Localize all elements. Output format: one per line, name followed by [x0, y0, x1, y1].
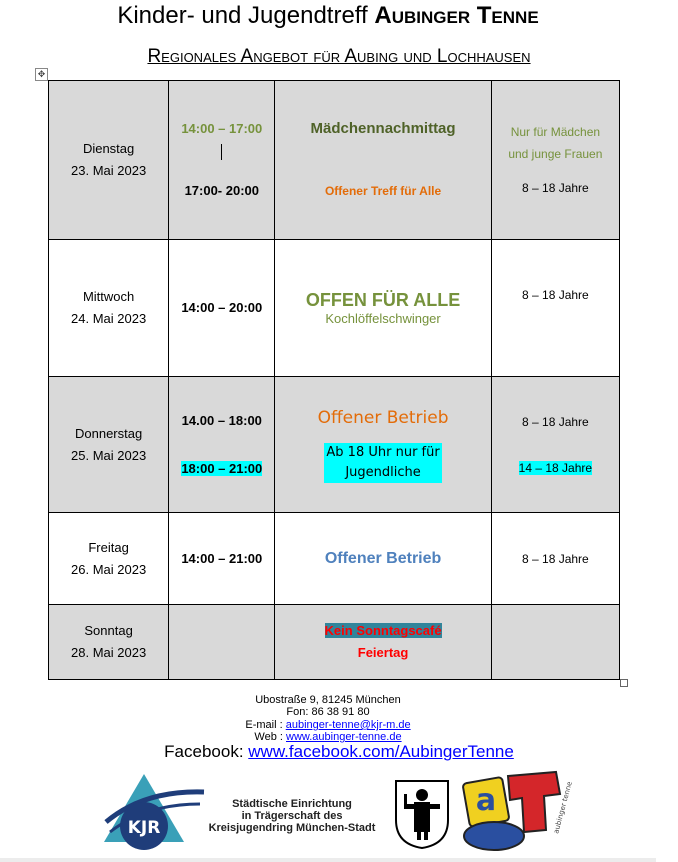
offer-cell — [275, 377, 491, 513]
time-cell — [169, 513, 275, 605]
note-line-2: und junge Frauen — [508, 147, 603, 161]
offer-note-highlight: Ab 18 Uhr nur für Jugendliche — [324, 443, 441, 483]
table-resize-handle[interactable] — [620, 679, 628, 687]
age-cell — [491, 513, 619, 605]
age-range: 8 – 18 Jahre — [522, 288, 589, 302]
time-slot-1: 14.00 – 18:00 — [181, 412, 262, 428]
table-row-sonntag — [49, 605, 620, 680]
time-slot-1: 14:00 – 17:00 — [181, 121, 263, 136]
age-range: 8 – 18 Jahre — [522, 414, 589, 429]
offer-subtitle: Kochlöffelschwinger — [325, 311, 441, 326]
day-cell — [49, 605, 169, 680]
offer-subtitle: Feiertag — [357, 645, 409, 660]
day-date: 28. Mai 2023 — [71, 645, 147, 660]
day-name: Donnerstag — [74, 425, 143, 441]
age-cell — [491, 81, 619, 240]
time-cell — [169, 377, 275, 513]
day-name: Mittwoch — [82, 289, 135, 304]
table-row-mittwoch — [49, 240, 620, 377]
time-slot-2-highlight: 18:00 – 21:00 — [181, 460, 263, 476]
schedule-table — [48, 80, 620, 680]
age-cell-empty — [491, 605, 619, 680]
offer-title: Offener Betrieb — [324, 549, 442, 567]
table-row-freitag — [49, 513, 620, 605]
footer-email-line: E-mail : aubinger-tenne@kjr-m.de — [245, 719, 411, 731]
day-date: 25. Mai 2023 — [71, 447, 147, 463]
offer-title-highlight: Kein Sonntagscafé — [324, 623, 442, 638]
time-cell — [169, 240, 275, 377]
age-cell — [491, 377, 619, 513]
kjr-logo-icon — [104, 770, 208, 854]
page-title — [0, 2, 656, 30]
kjr-logo-letters: KJR — [127, 818, 161, 838]
time-slot-1: 14:00 – 20:00 — [181, 300, 263, 315]
day-date: 24. Mai 2023 — [71, 311, 147, 326]
offer-cell — [275, 513, 491, 605]
offer-cell — [275, 240, 491, 377]
footer-phone: Fon: 86 38 91 80 — [286, 706, 370, 718]
time-cell-empty — [169, 605, 275, 680]
day-date: 23. Mai 2023 — [71, 163, 147, 178]
age-range: 8 – 18 Jahre — [522, 181, 589, 195]
age-range-highlight: 14 – 18 Jahre — [518, 460, 593, 475]
email-link[interactable]: aubinger-tenne@kjr-m.de — [285, 719, 411, 731]
day-cell — [49, 377, 169, 513]
time-slot-2: 17:00- 20:00 — [184, 183, 260, 198]
offer-cell — [275, 605, 491, 680]
offer-title: Offener Betrieb — [317, 407, 449, 428]
facebook-link[interactable]: www.facebook.com/AubingerTenne — [248, 742, 514, 761]
text-cursor — [169, 140, 274, 162]
svg-text:a: a — [475, 783, 497, 818]
table-row-donnerstag — [49, 377, 620, 513]
time-cell — [169, 81, 275, 240]
age-cell — [491, 240, 619, 377]
page-bottom-edge — [0, 858, 656, 862]
day-cell — [49, 240, 169, 377]
day-cell — [49, 81, 169, 240]
web-link[interactable]: www.aubinger-tenne.de — [286, 731, 402, 743]
offer-title: Mädchennachmittag — [310, 120, 456, 137]
munich-coat-of-arms-icon — [393, 778, 451, 850]
note-line-1: Nur für Mädchen — [510, 125, 601, 139]
tenne-logo-text: aubinger tenne — [552, 780, 574, 835]
time-slot-1: 14:00 – 21:00 — [181, 550, 263, 566]
offer-title: OFFEN FÜR ALLE — [305, 290, 461, 310]
day-date: 26. Mai 2023 — [71, 561, 147, 577]
footer-facebook-line: Facebook: www.facebook.com/AubingerTenne — [164, 742, 514, 761]
offer-cell — [275, 81, 491, 240]
day-name: Freitag — [88, 539, 129, 555]
day-name: Sonntag — [84, 623, 133, 638]
table-move-handle-icon[interactable]: ✥ — [35, 68, 48, 81]
page-subtitle: Regionales Angebot für Aubing und Lochhausen — [147, 46, 531, 67]
table-row-dienstag — [49, 81, 620, 240]
footer-address: Ubostraße 9, 81245 München — [255, 694, 401, 706]
day-cell — [49, 513, 169, 605]
title-prefix: Kinder- und Jugendtreff — [117, 2, 375, 29]
day-name: Dienstag — [82, 141, 135, 156]
aubinger-tenne-logo-icon — [460, 770, 574, 856]
offer-subtitle: Offener Treff für Alle — [324, 184, 442, 198]
kjr-description: Städtische Einrichtung in Trägerschaft des Kreisjugendring München-Stadt — [208, 798, 376, 834]
age-range: 8 – 18 Jahre — [522, 551, 589, 566]
title-brand: Aubinger Tenne — [374, 2, 539, 29]
footer-web-line: Web : www.aubinger-tenne.de — [254, 731, 402, 743]
